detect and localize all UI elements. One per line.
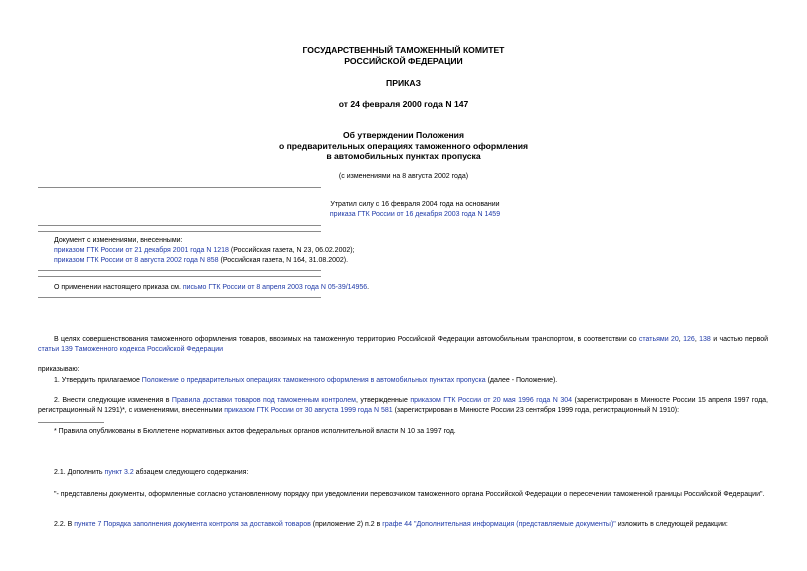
item-2-2-paragraph: 2.2. В пункте 7 Порядка заполнения документа контроля за доставкой товаров (приложение 2) п.2 в графе 44 "Дополнительная информация (представляемые документы)" изложить в следующей редакции: [54, 521, 728, 528]
application-note: О применении настоящего приказа см. письмо ГТК России от 8 апреля 2003 года N 05-39/14956. [54, 284, 370, 291]
lost-force-text: Утратил силу с 16 февраля 2004 года на основании [330, 201, 500, 208]
changes-note: (с изменениями на 8 августа 2002 года) [338, 173, 469, 180]
quoted-paragraph: "- представлены документы, оформленные согласно установленному порядку при уведомлении перевозчиком таможенного органа Российской Федерации о пересечении таможенной границы Российской Федерации". [54, 491, 765, 498]
article-126-link[interactable]: 126 [683, 336, 695, 343]
lost-force-note [310, 200, 520, 220]
change-item-1 [54, 246, 454, 256]
divider [38, 270, 321, 271]
document-changes [54, 236, 454, 266]
delivery-rules-link[interactable]: Правила доставки товаров под таможенным контролем [171, 397, 356, 404]
article-138-link[interactable]: 138 [699, 336, 711, 343]
title-line-3: в автомобильных пунктах пропуска [326, 151, 481, 161]
article-139-link[interactable]: статьи 139 Таможенного кодекса Российской Федерации [38, 346, 224, 353]
application-text: О применении настоящего приказа см. [54, 284, 183, 291]
column-44-link[interactable]: графе 44 "Дополнительная информация (представляемые документы)" [382, 521, 616, 528]
divider [38, 297, 321, 298]
clause-3-2-link[interactable]: пункт 3.2 [104, 469, 134, 476]
footnote-divider [38, 422, 104, 423]
item-1-paragraph: 1. Утвердить прилагаемое Положение о предварительных операциях таможенного оформления в автомобильных пунктах пропуска (далее - Положение). [54, 377, 558, 384]
order-word: приказываю: [38, 366, 80, 373]
application-link[interactable]: письмо ГТК России от 8 апреля 2003 года N 05-39/14956 [182, 284, 368, 291]
change-item-2 [54, 256, 454, 266]
divider [38, 225, 321, 226]
change-item-1-tail: (Российская газета, N 23, 06.02.2002); [228, 247, 355, 254]
change-link-1[interactable]: приказом ГТК России от 21 декабря 2001 года N 1218 [54, 247, 229, 254]
order-304-link[interactable]: приказом ГТК России от 20 мая 1996 года N 304 [410, 397, 573, 404]
authority-line-2: РОССИЙСКОЙ ФЕДЕРАЦИИ [344, 55, 463, 66]
item-2-paragraph: 2. Внести следующие изменения в Правила доставки товаров под таможенным контролем, утвержденные приказом ГТК России от 20 мая 1996 года N 304 (зарегистрирован в Минюсте России 15 апреля 1997 года, регистрационный N 1291)*, с изменениями, внесенными приказом ГТК России от 30 августа 1999 года N 581 (зарегистрирован в Минюсте России 23 сентября 1999 года, регистрационный N 1910): [38, 397, 768, 414]
change-link-2[interactable]: приказом ГТК России от 8 августа 2002 года N 858 [54, 257, 219, 264]
title-line-2: о предварительных операциях таможенного оформления [278, 140, 529, 151]
document-date-number: от 24 февраля 2000 года N 147 [338, 99, 469, 109]
divider [38, 276, 321, 277]
divider [38, 187, 321, 188]
document-title [0, 130, 807, 162]
document-type: ПРИКАЗ [386, 78, 421, 88]
footnote: * Правила опубликованы в Бюллетене нормативных актов федеральных органов исполнительной власти N 10 за 1997 год. [54, 428, 456, 435]
issuing-authority [0, 45, 807, 66]
regulation-link[interactable]: Положение о предварительных операциях таможенного оформления в автомобильных пунктах пропуска [141, 377, 486, 384]
item-2-1-paragraph: 2.1. Дополнить пункт 3.2 абзацем следующего содержания: [54, 469, 249, 476]
lost-force-link[interactable]: приказа ГТК России от 16 декабря 2003 года N 1459 [329, 211, 501, 218]
authority-line-1: ГОСУДАРСТВЕННЫЙ ТАМОЖЕННЫЙ КОМИТЕТ [302, 45, 505, 55]
title-line-1: Об утверждении Положения [343, 130, 464, 140]
change-item-2-tail: (Российская газета, N 164, 31.08.2002). [218, 257, 349, 264]
preamble-paragraph: В целях совершенствования таможенного оформления товаров, ввозимых на таможенную территорию Российской Федерации автомобильным транспортом, в соответствии со статьями 20, 126, 138 и частью первой статьи 139 Таможенного кодекса Российской Федерации [38, 336, 769, 353]
article-20-link[interactable]: статьями 20 [638, 336, 679, 343]
document-changes-intro: Документ с изменениями, внесенными: [54, 237, 183, 244]
order-581-link[interactable]: приказом ГТК России от 30 августа 1999 года N 581 [224, 407, 393, 414]
clause-7-link[interactable]: пункте 7 Порядка заполнения документа контроля за доставкой товаров [74, 521, 311, 528]
divider [38, 231, 321, 232]
